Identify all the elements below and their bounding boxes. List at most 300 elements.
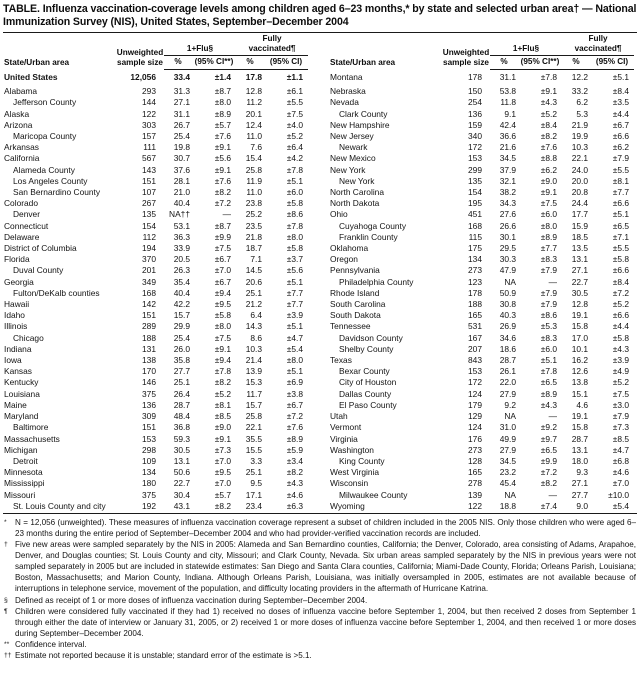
fully-ci-cell: ±5.2 [286,131,304,142]
fully-percent-cell: 15.9 [571,220,589,231]
fully-ci-cell: ±8.9 [286,433,304,444]
table-row [4,445,308,456]
fully-ci-cell: ±8.2 [286,467,304,478]
area-cell: City of Houston [339,377,397,388]
flu-percent-cell: 26.3 [173,265,190,276]
table-row [330,120,634,131]
flu-ci-cell: ±9.9 [540,455,558,466]
area-cell: West Virginia [330,467,380,478]
sample-size-cell: 136 [142,399,156,410]
flu-ci-cell: ±8.2 [214,187,232,198]
flu-ci-cell: ±7.0 [214,455,232,466]
flu-ci-cell: ±9.2 [540,422,558,433]
sample-size-cell: 293 [142,86,156,97]
flu-percent-cell: 28.7 [499,355,516,366]
table-row [330,277,634,288]
table-row [330,400,634,411]
sample-size-cell: 153 [468,366,482,377]
fully-percent-cell: 7.6 [250,142,263,153]
fully-percent-cell: 15.4 [245,153,263,164]
flu-percent-cell: 26.1 [499,366,516,377]
fully-ci-cell: ±5.1 [286,276,304,287]
area-cell: Louisiana [4,388,40,399]
fully-percent-cell: 11.0 [246,131,263,142]
fully-percent-cell: 30.5 [571,287,589,298]
fully-percent-cell: 23.5 [245,220,263,231]
flu-ci-cell: ±5.2 [540,108,558,119]
flu-ci-cell: ±7.3 [214,444,232,455]
area-cell: Milwaukee County [339,489,408,500]
fully-ci-cell: ±7.3 [612,422,630,433]
flu-percent-cell: 35.8 [173,355,190,366]
sample-size-cell: 124 [468,422,482,433]
table-row [330,377,634,388]
sample-size-cell: 172 [468,377,482,388]
flu-percent-cell: 30.1 [499,231,516,242]
flu-ci-cell: ±9.1 [214,142,232,153]
col-header-flu-percent: % [164,56,192,70]
table-row [330,456,634,467]
col-header-flu-percent: % [490,56,518,70]
flu-ci-cell: ±5.3 [540,321,558,332]
fully-ci-cell: ±6.5 [612,220,630,231]
table-row [330,198,634,209]
fully-ci-cell: ±7.2 [286,411,304,422]
table-row [4,310,308,321]
table-row [330,467,634,478]
fully-ci-cell: ±3.5 [612,97,630,108]
flu-ci-cell: ±9.0 [540,175,558,186]
area-cell: San Bernardino County [13,187,101,198]
area-cell: Arkansas [4,142,39,153]
flu-percent-cell: 11.8 [500,97,516,108]
sample-size-cell: 201 [142,265,156,276]
fully-percent-cell: 15.1 [571,388,589,399]
sample-size-cell: 349 [142,276,156,287]
fully-percent-cell: 27.1 [571,478,589,489]
area-cell: Detroit [13,455,38,466]
fully-ci-cell: ±1.1 [286,72,304,82]
table-row [4,501,308,512]
flu-ci-cell: ±4.3 [540,97,558,108]
flu-ci-cell: ±7.6 [214,175,232,186]
flu-ci-cell: ±9.0 [214,422,232,433]
area-cell: Clark County [339,108,388,119]
sample-size-cell: 146 [142,377,156,388]
vaccination-table-right [330,33,634,512]
fully-ci-cell: ±6.4 [286,142,304,153]
sample-size-cell: 142 [142,299,156,310]
flu-ci-cell: ±9.1 [540,86,558,97]
col-header-fully-percent: % [236,56,264,70]
fully-ci-cell: ±8.6 [286,209,304,220]
sample-size-cell: 122 [142,108,156,119]
fully-percent-cell: 13.5 [571,243,589,254]
flu-ci-cell: ±6.2 [540,164,558,175]
sample-size-cell: 153 [142,433,156,444]
fully-ci-cell: ±5.5 [286,97,304,108]
table-row [330,288,634,299]
sample-size-cell: 124 [468,388,482,399]
flu-percent-cell: 21.6 [499,142,516,153]
area-cell: California [4,153,40,164]
fully-percent-cell: 13.9 [245,366,263,377]
table-row [4,377,308,388]
fully-ci-cell: ±4.6 [286,489,304,500]
area-cell: Georgia [4,276,34,287]
vaccination-table-left [4,33,308,512]
area-cell: Denver [13,209,40,220]
flu-percent-cell: NA [504,276,516,287]
fully-percent-cell: 17.7 [571,209,589,220]
fully-ci-cell: ±5.2 [612,377,630,388]
flu-percent-cell: 22.7 [173,478,190,489]
fully-ci-cell: ±5.8 [612,254,630,265]
area-cell: Wyoming [330,500,365,511]
sample-size-cell: 151 [142,310,156,321]
flu-percent-cell: 27.6 [499,209,516,220]
fully-percent-cell: 25.1 [245,467,263,478]
fully-ci-cell: ±5.1 [286,175,304,186]
area-cell: Alameda County [13,164,75,175]
footnote-text: Estimate not reported because it is unstable; standard error of the estimate is >5.1. [15,651,312,661]
flu-ci-cell: ±7.9 [540,265,558,276]
sample-size-cell: 122 [468,500,482,511]
area-cell: Mississippi [4,478,45,489]
table-row [4,86,308,97]
footnote-symbol: ¶ [4,607,8,615]
fully-ci-cell: ±7.7 [286,287,304,298]
flu-percent-cell: 49.9 [499,433,516,444]
flu-ci-cell: ±7.8 [540,72,558,82]
fully-ci-cell: ±6.9 [286,377,304,388]
flu-ci-cell: ±9.1 [214,343,232,354]
table-row [330,501,634,512]
col-header-fully-ci: (95% CI) [264,56,308,70]
flu-percent-cell: 23.2 [499,467,516,478]
fully-ci-cell: ±5.4 [612,500,630,511]
flu-percent-cell: 37.6 [173,164,190,175]
flu-ci-cell: ±6.0 [540,343,558,354]
table-row [4,70,308,87]
area-cell: New Mexico [330,153,376,164]
area-cell: Illinois [4,321,28,332]
table-row [330,310,634,321]
fully-percent-cell: 27.7 [571,489,589,500]
fully-percent-cell: 15.5 [245,444,263,455]
flu-percent-cell: 25.4 [173,131,190,142]
area-cell: Newark [339,142,368,153]
col-group-fully-vaccinated: Fully vaccinated¶ [236,33,308,56]
fully-ci-cell: ±6.6 [612,198,630,209]
sample-size-cell: 112 [142,231,156,242]
flu-percent-cell: 30.7 [173,153,190,164]
area-cell: Idaho [4,310,25,321]
table-row [330,221,634,232]
flu-percent-cell: 18.6 [499,343,516,354]
flu-percent-cell: 31.1 [173,108,190,119]
footnote-symbol: †† [4,652,12,660]
area-cell: Minnesota [4,467,43,478]
area-cell: Davidson County [339,332,403,343]
fully-percent-cell: 12.6 [571,366,589,377]
fully-ci-cell: ±7.8 [286,164,304,175]
footnote-text: Five new areas were sampled separately by the NIS in 2005: Alameda and San Bernardino counties, California; the Denver, Colorado, area consisting of Adams, Arapahoe, Denver, and Douglas counties; St. Louis County and city, Missouri; and Clark County, Nevada. Six urban areas sampled separately by the NIS in previous years were not sampled separately in 2005 but are included in statewide estimates: San Diego and Santa Clara counties, California; Miami-Dade County, Florida; Orleans Parish, Louisiana; Boston, Massachusetts; and Marion County, Indiana. Although Orleans Parish, Louisiana, was initially oversampled in 2005, estimates are not available because of interruptions in telephone service, movement of the population, and difficulty locating providers in the aftermath of Hurricane Katrina. [15,540,636,594]
table-row [4,243,308,254]
table-row [330,478,634,489]
flu-percent-cell: 9.1 [504,108,516,119]
area-cell: Virginia [330,433,358,444]
fully-ci-cell: ±4.2 [286,153,304,164]
sample-size-cell: 128 [468,455,482,466]
table-row [330,265,634,276]
footnote [4,539,636,594]
table-row [4,97,308,108]
sample-size-cell: 144 [142,97,156,108]
table-row [330,422,634,433]
flu-percent-cell: 29.9 [173,321,190,332]
area-cell: Michigan [4,444,38,455]
flu-percent-cell: 13.1 [173,455,190,466]
sample-size-cell: 135 [142,209,156,220]
table-row [330,176,634,187]
area-cell: Franklin County [339,231,398,242]
area-cell: Maricopa County [13,131,77,142]
flu-percent-cell: 36.6 [499,131,516,142]
table-row [4,153,308,164]
fully-ci-cell: ±5.1 [612,72,630,82]
fully-percent-cell: 11.0 [246,187,263,198]
flu-percent-cell: 28.7 [173,399,190,410]
area-cell: Duval County [13,265,64,276]
footnote [4,595,636,606]
sample-size-cell: 134 [142,467,156,478]
fully-ci-cell: ±4.6 [612,467,630,478]
flu-ci-cell: ±9.5 [214,467,232,478]
flu-ci-cell: ±7.5 [214,243,232,254]
flu-ci-cell: ±8.7 [214,220,232,231]
area-cell: Kansas [4,366,32,377]
table-row [4,411,308,422]
flu-percent-cell: 27.7 [173,366,190,377]
sample-size-cell: 207 [468,343,482,354]
sample-size-cell: 178 [468,71,482,82]
fully-ci-cell: ±8.5 [612,433,630,444]
area-cell: Alaska [4,108,30,119]
fully-percent-cell: 15.8 [571,422,589,433]
table-row [330,254,634,265]
flu-percent-cell: 43.1 [173,500,190,511]
footnote-text: Defined as receipt of 1 or more doses of influenza vaccination during September–December 2004. [15,595,368,605]
flu-ci-cell: ±9.7 [540,433,558,444]
sample-size-cell: 188 [468,299,482,310]
fully-percent-cell: 33.2 [571,86,589,97]
area-cell: Washington [330,444,374,455]
fully-ci-cell: ±3.7 [286,254,304,265]
area-cell: Jefferson County [13,97,77,108]
flu-ci-cell: ±7.6 [540,142,558,153]
fully-ci-cell: ±4.3 [612,343,630,354]
table-row [330,344,634,355]
sample-size-cell: 129 [468,411,482,422]
table-row [330,355,634,366]
col-header-fully-percent: % [562,56,590,70]
sample-size-cell: 176 [468,433,482,444]
fully-percent-cell: 15.8 [571,321,589,332]
sample-size-cell: 151 [142,422,156,433]
sample-size-cell: 139 [468,489,482,500]
fully-percent-cell: 21.2 [245,299,263,310]
fully-ci-cell: ±5.8 [286,243,304,254]
table-row [4,422,308,433]
flu-ci-cell: ±5.1 [540,355,558,366]
table-body-right [330,70,634,512]
fully-percent-cell: 19.1 [571,411,589,422]
flu-ci-cell: ±8.2 [540,131,558,142]
fully-ci-cell: ±7.7 [612,187,630,198]
area-cell: South Carolina [330,299,386,310]
flu-percent-cell: 32.1 [499,175,516,186]
table-row [4,299,308,310]
fully-ci-cell: ±7.9 [612,411,630,422]
flu-percent-cell: 42.2 [173,299,190,310]
flu-ci-cell: ±8.9 [540,231,558,242]
flu-percent-cell: 59.3 [173,433,190,444]
table-row [330,131,634,142]
fully-ci-cell: ±5.4 [286,343,304,354]
col-header-flu-ci: (95% CI**) [518,56,562,70]
flu-percent-cell: 47.9 [499,265,516,276]
col-header-state-urban-area: State/Urban area [4,57,70,67]
area-cell: North Carolina [330,187,384,198]
table-row [330,490,634,501]
sample-size-cell: 107 [142,187,156,198]
fully-ci-cell: ±7.6 [286,422,304,433]
table-row [4,288,308,299]
fully-percent-cell: 28.7 [571,433,589,444]
area-cell: Rhode Island [330,287,380,298]
table-row [4,265,308,276]
flu-percent-cell: 38.2 [499,187,516,198]
footnote-symbol: ** [4,640,10,648]
flu-percent-cell: 35.4 [173,276,190,287]
fully-percent-cell: 14.3 [245,321,263,332]
table-row [330,366,634,377]
fully-percent-cell: 13.1 [571,254,589,265]
flu-percent-cell: 33.4 [173,72,190,82]
fully-percent-cell: 14.5 [245,265,263,276]
sample-size-cell: 165 [468,467,482,478]
flu-percent-cell: NA [504,411,516,422]
fully-percent-cell: 17.0 [571,332,589,343]
area-cell: St. Louis County and city [13,500,106,511]
sample-size-cell: 131 [142,343,156,354]
flu-ci-cell: ±8.2 [540,478,558,489]
table-right-half [330,33,636,512]
fully-ci-cell: ±4.7 [286,332,304,343]
area-cell: Fulton/DeKalb counties [13,287,100,298]
fully-percent-cell: 23.4 [245,500,263,511]
sample-size-cell: 289 [142,321,156,332]
table-row [4,221,308,232]
fully-percent-cell: 21.4 [245,355,263,366]
sample-size-cell: 167 [468,332,482,343]
col-header-sample-size: Unweighted sample size [442,47,490,67]
flu-ci-cell: ±9.9 [214,231,232,242]
area-cell: Nevada [330,97,359,108]
flu-percent-cell: 53.8 [499,86,516,97]
table-row [4,232,308,243]
sample-size-cell: 143 [142,164,156,175]
col-group-fully-vaccinated: Fully vaccinated¶ [562,33,634,56]
fully-percent-cell: 20.1 [245,108,263,119]
fully-percent-cell: 24.0 [571,164,589,175]
fully-percent-cell: 11.9 [246,175,263,186]
area-cell: Massachusetts [4,433,60,444]
area-cell: Shelby County [339,343,394,354]
area-cell: Iowa [4,355,22,366]
area-cell: Montana [330,71,363,82]
fully-ci-cell: ±4.4 [612,108,630,119]
fully-ci-cell: ±10.0 [608,489,630,500]
table-row [330,109,634,120]
flu-ci-cell: ±7.6 [214,131,232,142]
flu-ci-cell: — [548,411,558,422]
sample-size-cell: 180 [142,478,156,489]
sample-size-cell: 273 [468,444,482,455]
table-row [4,209,308,220]
fully-percent-cell: 18.0 [571,455,589,466]
fully-ci-cell: ±3.9 [286,310,304,321]
flu-percent-cell: 40.4 [173,287,190,298]
sample-size-cell: 111 [143,142,156,153]
area-cell: Cuyahoga County [339,220,407,231]
fully-ci-cell: ±7.1 [612,231,630,242]
flu-percent-cell: 30.3 [499,254,516,265]
table-row [330,389,634,400]
fully-ci-cell: ±7.5 [286,108,304,119]
fully-percent-cell: 9.0 [576,500,589,511]
flu-ci-cell: ±5.7 [214,489,232,500]
fully-percent-cell: 10.3 [245,343,263,354]
fully-percent-cell: 20.8 [571,187,589,198]
flu-percent-cell: 29.5 [499,243,516,254]
flu-ci-cell: ±7.4 [540,500,558,511]
flu-percent-cell: 19.8 [173,142,190,153]
footnote-text: Confidence interval. [15,639,87,649]
table-row [330,70,634,87]
flu-ci-cell: ±8.0 [214,97,232,108]
flu-percent-cell: 37.9 [499,164,516,175]
flu-ci-cell: ±7.7 [540,243,558,254]
fully-ci-cell: ±5.9 [286,444,304,455]
flu-percent-cell: 26.4 [173,388,190,399]
fully-percent-cell: 19.1 [571,310,589,321]
fully-ci-cell: ±6.6 [612,265,630,276]
flu-percent-cell: 27.9 [499,388,516,399]
fully-ci-cell: ±6.7 [612,119,630,130]
flu-ci-cell: ±9.4 [214,287,232,298]
table-row [330,411,634,422]
fully-ci-cell: ±5.5 [612,164,630,175]
table-row [4,400,308,411]
flu-ci-cell: ±8.6 [540,310,558,321]
area-cell: Pennsylvania [330,265,380,276]
sample-size-cell: 168 [468,220,482,231]
flu-percent-cell: 22.0 [499,377,516,388]
footnote-text: N = 12,056 (unweighted). These measures of influenza vaccination coverage represent a subset of children included in the 2005 NIS. Only those children who were aged 6–23 months during the entire period of September–December 2004 and who had provider-verified vaccination records are included. [15,517,636,539]
flu-percent-cell: 40.4 [173,198,190,209]
